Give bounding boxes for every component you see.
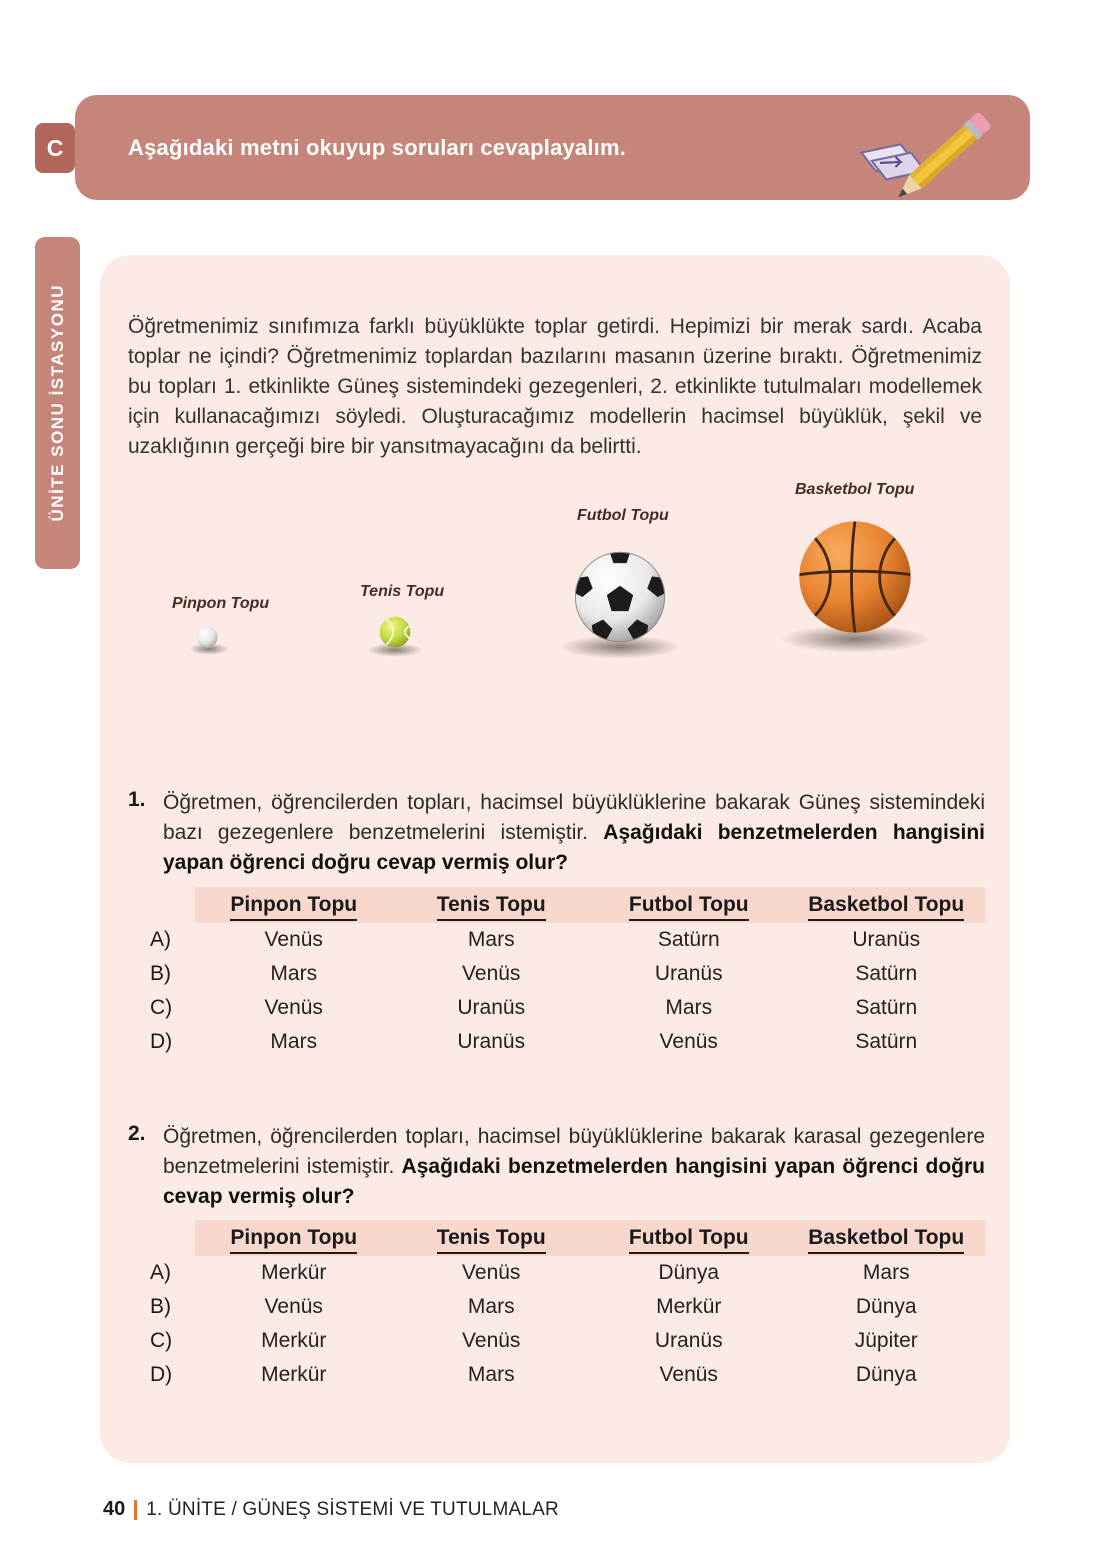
answer-row bbox=[150, 1324, 985, 1358]
column-header bbox=[393, 893, 591, 917]
question-text bbox=[163, 1122, 985, 1212]
answer-row bbox=[150, 1025, 985, 1059]
option-label: B) bbox=[150, 962, 171, 985]
answer-cell: Venüs bbox=[462, 1261, 521, 1284]
column-header bbox=[195, 893, 393, 917]
page-footer bbox=[103, 1498, 559, 1521]
figure-label-tenis: Tenis Topu bbox=[360, 583, 445, 600]
answer-cell: Merkür bbox=[261, 1329, 327, 1352]
answer-cell: Dünya bbox=[855, 1295, 917, 1318]
answer-row bbox=[150, 923, 985, 957]
answer-row bbox=[150, 1358, 985, 1392]
answer-cell: Mars bbox=[862, 1261, 910, 1284]
figure-label-pinpon: Pinpon Topu bbox=[172, 595, 270, 612]
answer-cell: Merkür bbox=[261, 1363, 327, 1386]
answer-cell: Uranüs bbox=[654, 962, 723, 985]
option-label: A) bbox=[150, 1261, 171, 1284]
table-header-row bbox=[150, 1220, 985, 1256]
intro-paragraph: Öğretmenimiz sınıfımıza farklı büyüklükte toplar getirdi. Hepimizi bir merak sardı. Acaba toplar ne içindi? Öğretmenimiz toplardan bazılarını masanın üzerine bıraktı. Öğretmenimiz bu topları 1. etkinlikte Güneş sistemindeki gezegenleri, 2. etkinlikte tutulmaları modellemek için kullanacağımızı söyledi. Oluşturacağımız modellerin hacimsel büyüklük, şekil ve uzaklığının gerçeği bire bir yansıtmayacağını da belirtti. bbox=[128, 315, 982, 459]
answer-cell: Satürn bbox=[657, 928, 720, 951]
column-header-text: Tenis Topu bbox=[437, 893, 546, 921]
answer-cell: Satürn bbox=[855, 962, 918, 985]
answer-cell: Mars bbox=[665, 996, 713, 1019]
header-spacer bbox=[150, 1220, 195, 1256]
answer-cell: Dünya bbox=[855, 1363, 917, 1386]
column-header bbox=[788, 1226, 986, 1250]
column-header-text: Basketbol Topu bbox=[808, 1226, 964, 1254]
answer-cell: Merkür bbox=[656, 1295, 722, 1318]
answer-cell: Venüs bbox=[264, 996, 323, 1019]
answers-table-1 bbox=[150, 887, 985, 1059]
question-text-bold: Aşağıdaki benzetmelerden hangisini yapan öğrenci doğru cevap vermiş olur? bbox=[163, 821, 985, 875]
column-header-text: Pinpon Topu bbox=[230, 893, 357, 921]
question-text bbox=[163, 788, 985, 878]
tennis-ball-icon bbox=[379, 616, 411, 648]
balls-figure bbox=[145, 465, 965, 740]
answer-cell: Uranüs bbox=[852, 928, 921, 951]
header-instruction-band bbox=[75, 95, 1030, 200]
question-text-normal: Öğretmen, öğrencilerden topları, hacimsel büyüklüklerine bakarak Güneş sistemindeki bazı gezegenlere benzetmelerini istemiştir. bbox=[163, 791, 985, 845]
figure-label-futbol: Futbol Topu bbox=[577, 507, 669, 524]
answer-cell: Satürn bbox=[855, 996, 918, 1019]
column-header-text: Basketbol Topu bbox=[808, 893, 964, 921]
answer-cell: Venüs bbox=[264, 928, 323, 951]
answer-cell: Mars bbox=[467, 1295, 515, 1318]
option-label: C) bbox=[150, 1329, 173, 1352]
option-label: A) bbox=[150, 928, 171, 951]
answer-cell: Venüs bbox=[264, 1295, 323, 1318]
answer-cell: Mars bbox=[467, 928, 515, 951]
question-number: 1. bbox=[128, 788, 146, 811]
answer-row bbox=[150, 957, 985, 991]
content-panel bbox=[100, 255, 1010, 1463]
answer-cell: Venüs bbox=[659, 1030, 718, 1053]
header-spacer bbox=[150, 887, 195, 923]
answer-cell: Mars bbox=[467, 1363, 515, 1386]
answer-cell: Uranüs bbox=[654, 1329, 723, 1352]
option-label: C) bbox=[150, 996, 173, 1019]
answer-cell: Mars bbox=[270, 1030, 318, 1053]
footer-divider bbox=[134, 1500, 137, 1520]
question-1 bbox=[128, 788, 985, 878]
answer-row bbox=[150, 1256, 985, 1290]
figure-label-basketbol: Basketbol Topu bbox=[795, 481, 915, 498]
question-text-bold: Aşağıdaki benzetmelerden hangisini yapan öğrenci doğru cevap vermiş olur? bbox=[163, 1155, 985, 1209]
option-label: D) bbox=[150, 1030, 173, 1053]
answer-cell: Satürn bbox=[855, 1030, 918, 1053]
footer-text: 1. ÜNİTE / GÜNEŞ SİSTEMİ VE TUTULMALAR bbox=[146, 1498, 559, 1520]
answer-cell: Venüs bbox=[659, 1363, 718, 1386]
answer-cell: Mars bbox=[270, 962, 318, 985]
answer-cell: Jüpiter bbox=[854, 1329, 918, 1352]
column-header bbox=[195, 1226, 393, 1250]
sidebar-label: ÜNİTE SONU İSTASYONU bbox=[47, 284, 67, 522]
answers-table-2 bbox=[150, 1220, 985, 1392]
unit-sidebar-tab bbox=[35, 237, 80, 569]
option-label: D) bbox=[150, 1363, 173, 1386]
answer-row bbox=[150, 1290, 985, 1324]
pencil-icon bbox=[847, 99, 1012, 197]
answer-cell: Merkür bbox=[261, 1261, 327, 1284]
answer-cell: Venüs bbox=[462, 962, 521, 985]
option-label: B) bbox=[150, 1295, 171, 1318]
header-band bbox=[195, 1220, 985, 1256]
header-band bbox=[195, 887, 985, 923]
pingpong-ball-icon bbox=[196, 626, 218, 648]
answer-cell: Uranüs bbox=[457, 996, 526, 1019]
basketball-icon bbox=[797, 519, 913, 635]
question-2 bbox=[128, 1122, 985, 1212]
answer-cell: Dünya bbox=[658, 1261, 720, 1284]
column-header bbox=[393, 1226, 591, 1250]
table-header-row bbox=[150, 887, 985, 923]
section-letter-badge: C bbox=[35, 123, 75, 173]
column-header-text: Futbol Topu bbox=[629, 1226, 749, 1254]
column-header bbox=[590, 1226, 788, 1250]
answer-cell: Venüs bbox=[462, 1329, 521, 1352]
answer-row bbox=[150, 991, 985, 1025]
question-text-normal: Öğretmen, öğrencilerden topları, hacimsel büyüklüklerine bakarak karasal gezegenlere benzetmelerini istemiştir. bbox=[163, 1125, 985, 1179]
question-number: 2. bbox=[128, 1122, 146, 1145]
column-header-text: Tenis Topu bbox=[437, 1226, 546, 1254]
column-header-text: Futbol Topu bbox=[629, 893, 749, 921]
page-number: 40 bbox=[103, 1498, 126, 1520]
column-header-text: Pinpon Topu bbox=[230, 1226, 357, 1254]
answer-cell: Uranüs bbox=[457, 1030, 526, 1053]
header-instruction-text: Aşağıdaki metni okuyup soruları cevaplayalım. bbox=[128, 134, 627, 160]
column-header bbox=[590, 893, 788, 917]
soccer-ball-icon bbox=[573, 550, 667, 644]
column-header bbox=[788, 893, 986, 917]
